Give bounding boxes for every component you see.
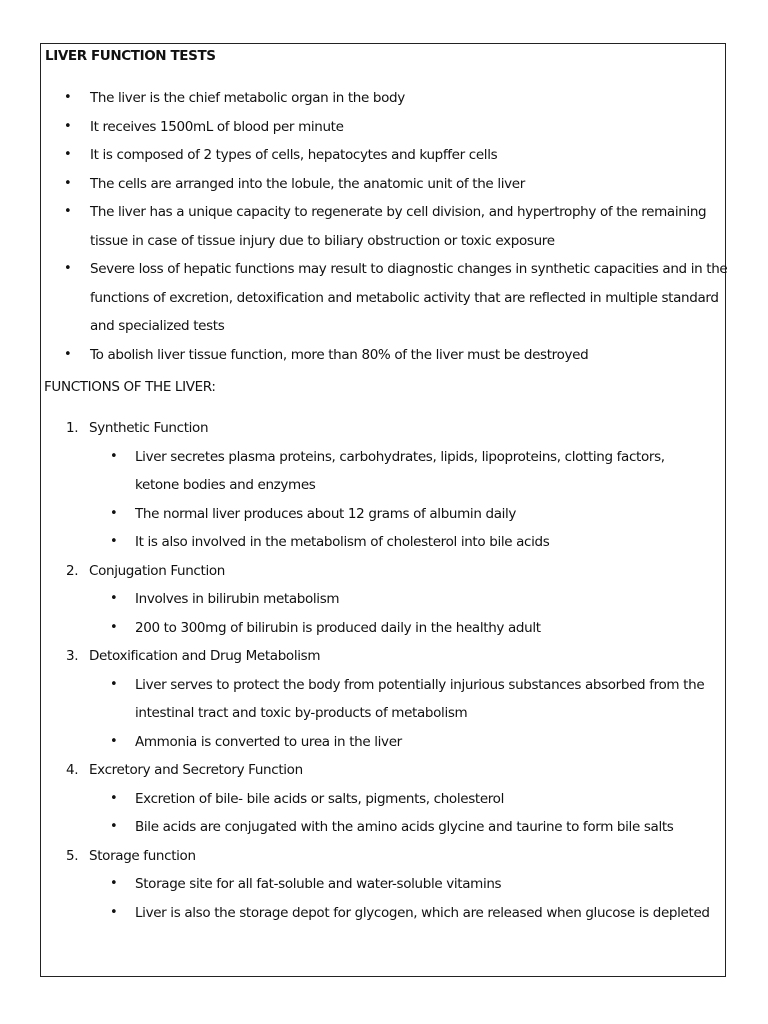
intro-bullet: • The liver is the chief metabolic organ in the body xyxy=(64,84,728,113)
function-sub-item: • The normal liver produces about 12 grams of albumin daily xyxy=(110,500,712,529)
intro-bullet: • To abolish liver tissue function, more than 80% of the liver must be destroyed xyxy=(64,341,728,370)
intro-bullet-list xyxy=(64,84,728,369)
function-title-text: Conjugation Function xyxy=(89,562,225,579)
function-title-text: Detoxification and Drug Metabolism xyxy=(89,648,321,664)
function-title xyxy=(66,756,726,785)
intro-bullet: • The cells are arranged into the lobule, the anatomic unit of the liver xyxy=(64,170,728,199)
function-sub-item: • Involves in bilirubin metabolism xyxy=(110,585,712,614)
function-title xyxy=(66,557,726,586)
intro-bullet: • The liver has a unique capacity to regenerate by cell division, and hypertrophy of the remaining tissue in case of tissue injury due to biliary obstruction or toxic exposure xyxy=(64,198,728,255)
function-sub-item: • Bile acids are conjugated with the amino acids glycine and taurine to form bile salts xyxy=(110,813,712,842)
function-number: 4. xyxy=(66,762,79,778)
function-item xyxy=(66,414,726,557)
function-title-text: Storage function xyxy=(89,847,196,864)
function-sub-item: • 200 to 300mg of bilirubin is produced daily in the healthy adult xyxy=(110,614,712,643)
function-title-text: Synthetic Function xyxy=(89,420,209,436)
function-sub-list xyxy=(110,671,712,757)
function-number: 3. xyxy=(66,648,79,664)
function-sub-item: • Liver serves to protect the body from potentially injurious substances absorbed from the intestinal tract and toxic by-products of metabolism xyxy=(110,671,712,728)
function-sub-list xyxy=(110,785,712,842)
functions-heading: FUNCTIONS OF THE LIVER: xyxy=(44,379,216,395)
function-item xyxy=(66,642,726,756)
function-title xyxy=(66,414,726,443)
function-sub-item: • Excretion of bile- bile acids or salts, pigments, cholesterol xyxy=(110,785,712,814)
function-sub-list xyxy=(110,443,712,557)
function-item xyxy=(66,557,726,643)
function-title xyxy=(66,842,726,871)
function-item xyxy=(66,842,726,928)
function-title-text: Excretory and Secretory Function xyxy=(89,762,303,778)
function-sub-item: • Liver secretes plasma proteins, carbohydrates, lipids, lipoproteins, clotting factors, ketone bodies and enzymes xyxy=(110,443,712,500)
functions-list xyxy=(66,414,726,927)
function-sub-list xyxy=(110,870,712,927)
function-sub-item: • It is also involved in the metabolism of cholesterol into bile acids xyxy=(110,528,712,557)
intro-bullet: • Severe loss of hepatic functions may result to diagnostic changes in synthetic capacities and in the functions of excretion, detoxification and metabolic activity that are reflected in multiple standard and specialized tests xyxy=(64,255,728,341)
function-sub-item: • Ammonia is converted to urea in the liver xyxy=(110,728,712,757)
function-item xyxy=(66,756,726,842)
function-sub-list xyxy=(110,585,712,642)
function-title xyxy=(66,642,726,671)
function-sub-item: • Storage site for all fat-soluble and water-soluble vitamins xyxy=(110,870,712,899)
function-number: 5. xyxy=(66,847,79,864)
function-sub-item: • Liver is also the storage depot for glycogen, which are released when glucose is depleted xyxy=(110,899,712,928)
intro-bullet: • It is composed of 2 types of cells, hepatocytes and kupffer cells xyxy=(64,141,728,170)
intro-bullet: • It receives 1500mL of blood per minute xyxy=(64,113,728,142)
document-title: LIVER FUNCTION TESTS xyxy=(45,48,216,64)
function-number: 1. xyxy=(66,420,79,436)
function-number: 2. xyxy=(66,562,79,579)
